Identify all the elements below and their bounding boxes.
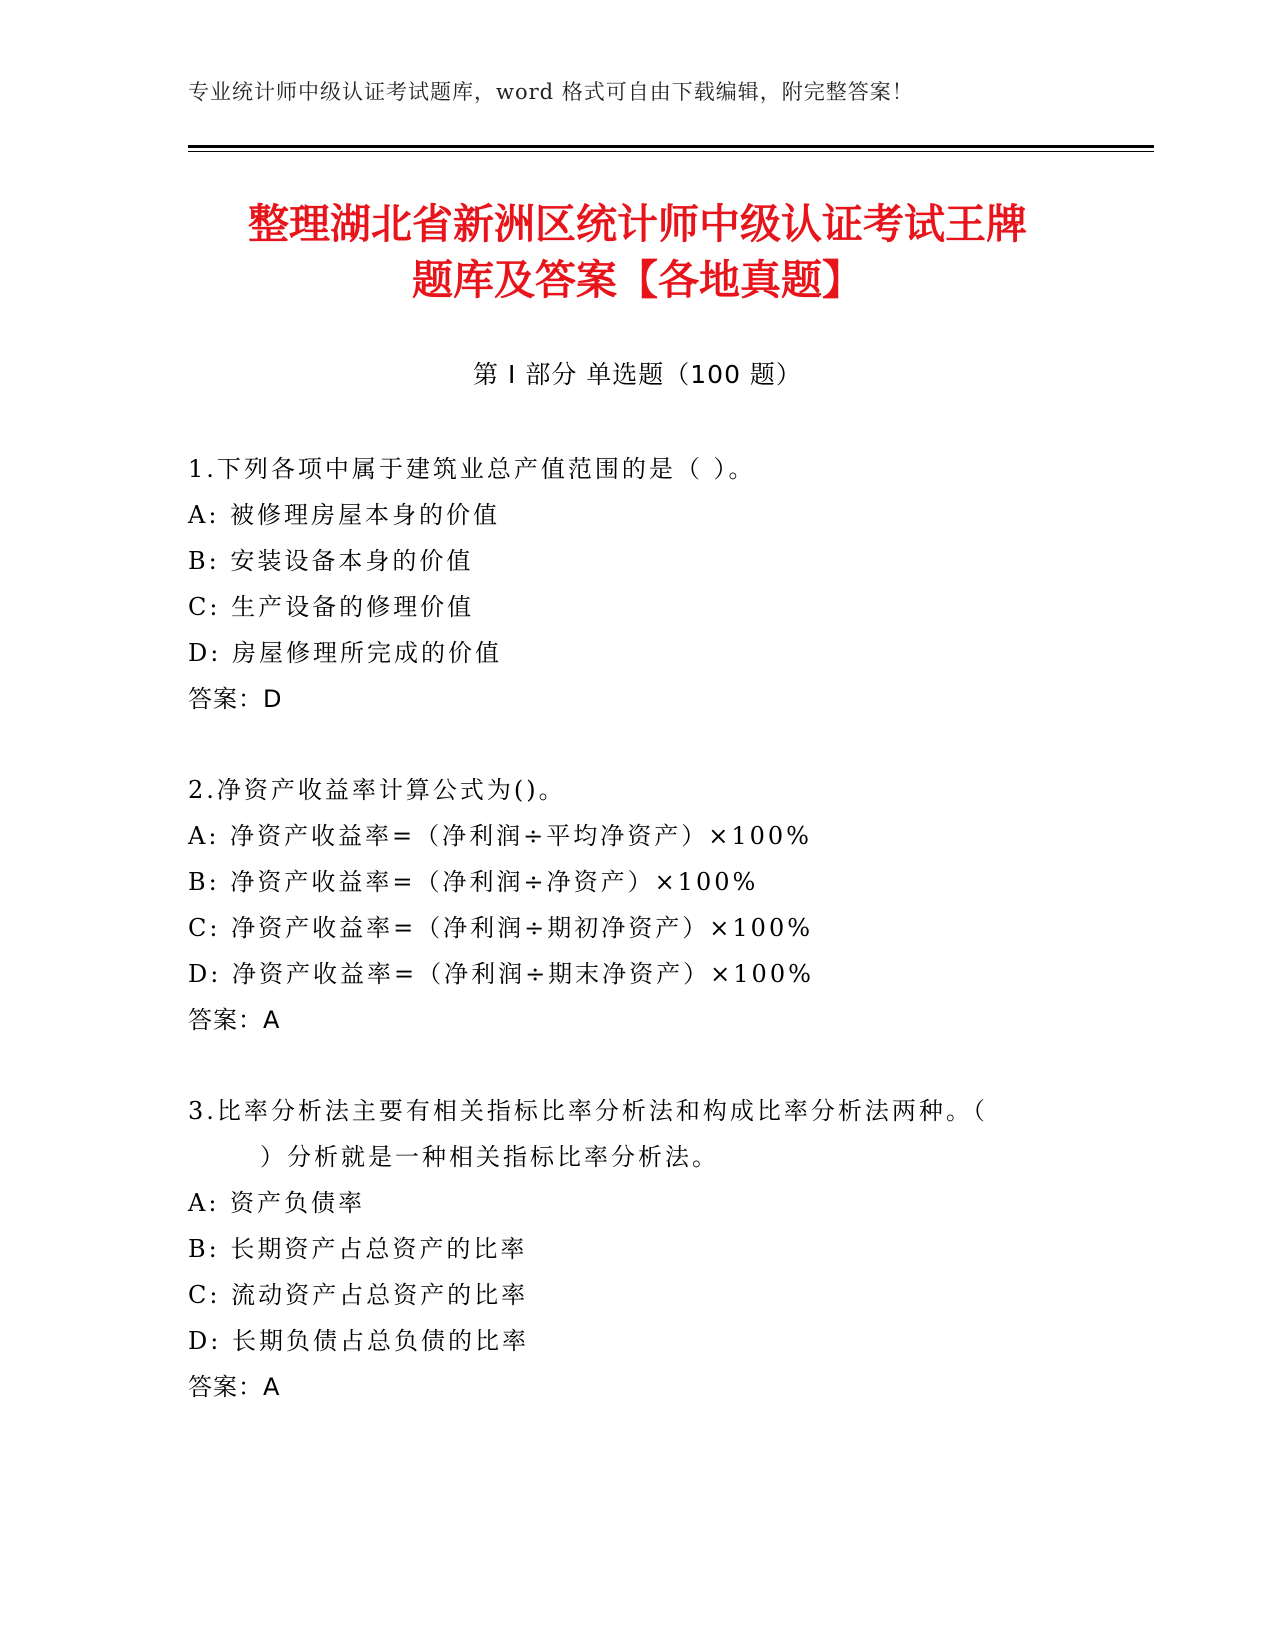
answer-label: 答案：A [188,1373,281,1401]
question-2 [188,767,1068,1043]
header-rule-thick [188,145,1154,148]
title-line-1: 整理湖北省新洲区统计师中级认证考试王牌 [248,200,1027,248]
header-rule-thin [188,151,1154,152]
option-a: A: 净资产收益率=（净利润÷平均净资产）×100% [188,822,812,850]
question-3 [188,1088,1068,1410]
question-1 [188,446,1068,722]
question-stem: 1.下列各项中属于建筑业总产值范围的是（ ）。 [188,455,756,483]
section-title: 第 I 部分 单选题（100 题） [473,360,802,389]
header-note: 专业统计师中级认证考试题库，word 格式可自由下载编辑，附完整答案！ [188,80,914,104]
option-a: A: 被修理房屋本身的价值 [188,501,501,529]
option-a: A: 资产负债率 [188,1189,366,1217]
option-c: C: 生产设备的修理价值 [188,593,475,621]
answer-label: 答案：D [188,685,283,713]
question-stem: 3.比率分析法主要有相关指标比率分析法和构成比率分析法两种。（ [188,1097,988,1125]
answer-label: 答案：A [188,1006,281,1034]
document-title [150,196,1125,308]
option-b: B: 净资产收益率=（净利润÷净资产）×100% [188,868,759,896]
option-c: C: 流动资产占总资产的比率 [188,1281,529,1309]
question-list [188,446,1068,1455]
option-c: C: 净资产收益率=（净利润÷期初净资产）×100% [188,914,814,942]
option-b: B: 长期资产占总资产的比率 [188,1235,528,1263]
option-d: D: 净资产收益率=（净利润÷期末净资产）×100% [188,960,814,988]
question-stem-continuation: ）分析就是一种相关指标比率分析法。 [260,1143,719,1171]
question-stem: 2.净资产收益率计算公式为()。 [188,776,566,804]
option-d: D: 长期负债占总负债的比率 [188,1327,529,1355]
title-line-2: 题库及答案【各地真题】 [412,256,863,304]
option-b: B: 安装设备本身的价值 [188,547,474,575]
option-d: D: 房屋修理所完成的价值 [188,639,502,667]
